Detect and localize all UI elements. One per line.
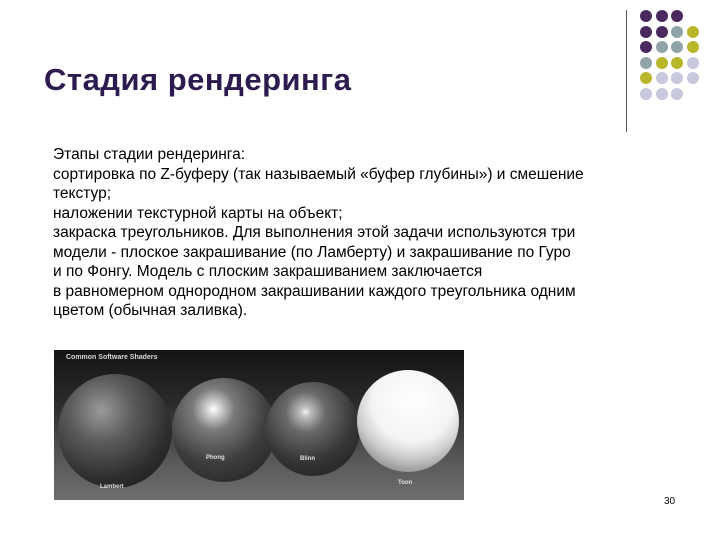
decorative-dot <box>656 41 668 53</box>
toon-label: Toon <box>398 480 413 486</box>
decorative-dot <box>656 10 668 22</box>
body-line: Этапы стадии рендеринга: <box>53 146 246 163</box>
decorative-divider-line <box>626 10 627 132</box>
decorative-dot <box>640 72 652 84</box>
decorative-dot <box>671 57 683 69</box>
figure-title: Common Software Shaders <box>66 354 158 361</box>
body-line: наложении текстурной карты на объект; <box>53 204 343 222</box>
shaders-figure <box>54 350 464 500</box>
page-number: 30 <box>664 496 676 507</box>
decorative-dot <box>687 57 699 69</box>
slide-body-text <box>53 145 693 321</box>
body-line: сортировка по Z-буферу (так называемый «буфер глубины») и смешение <box>53 165 584 183</box>
body-line: цветом (обычная заливка). <box>53 302 248 319</box>
body-line: текстур; <box>53 185 112 202</box>
decorative-dot <box>640 57 652 69</box>
decorative-dot <box>656 57 668 69</box>
decorative-dot <box>640 41 652 53</box>
decorative-dot <box>687 41 699 53</box>
toon-sphere <box>357 370 459 472</box>
decorative-dot <box>640 88 652 100</box>
decorative-dot <box>656 26 668 38</box>
decorative-dot <box>671 26 683 38</box>
decorative-dot <box>656 72 668 84</box>
body-line: модели - плоское закрашивание (по Ламберту) и закрашивание по Гуро <box>53 243 571 261</box>
phong-sphere <box>172 378 276 482</box>
lambert-sphere <box>58 374 172 488</box>
decorative-dot <box>671 10 683 22</box>
decorative-dot <box>687 26 699 38</box>
decorative-dot <box>671 72 683 84</box>
slide-title: Стадия рендеринга <box>44 62 352 97</box>
body-line: и по Фонгу. Модель с плоским закрашиванием заключается <box>53 263 483 280</box>
decorative-dot <box>671 41 683 53</box>
decorative-dot <box>656 88 668 100</box>
body-line: закраска треугольников. Для выполнения этой задачи используются три <box>53 224 576 241</box>
decorative-dot <box>687 72 699 84</box>
blinn-label: Blinn <box>300 456 315 462</box>
body-line: в равномерном однородном закрашивании каждого треугольника одним <box>53 282 576 300</box>
decorative-dot <box>640 10 652 22</box>
decorative-dot <box>640 26 652 38</box>
lambert-label: Lambert <box>100 484 124 490</box>
phong-label: Phong <box>206 455 225 461</box>
decorative-dot <box>671 88 683 100</box>
